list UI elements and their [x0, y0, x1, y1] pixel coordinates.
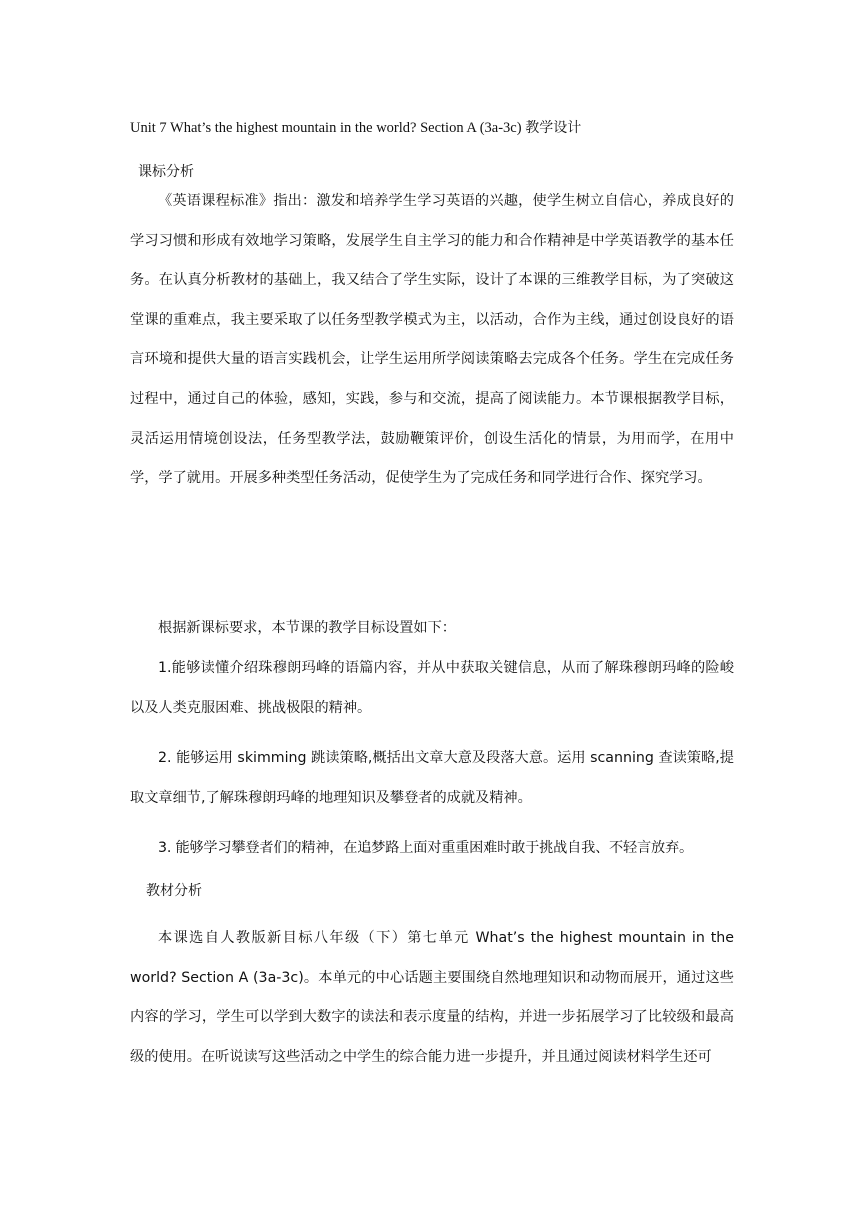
teaching-goal-2: 2. 能够运用 skimming 跳读策略,概括出文章大意及段落大意。运用 scanning 查读策略,提取文章细节,了解珠穆朗玛峰的地理知识及攀登者的成就及精神。: [130, 750, 734, 806]
textbook-analysis-paragraph: 本课选自人教版新目标八年级（下）第七单元 What’s the highest mountain in the world? Section A (3a-3c)。本单元的中心话题主要围绕自然地理知识和动物而展开，通过这些内容的学习，学生可以学到大数字的读法和表示度量的结构，并进一步拓展学习了比较级和最高级的使用。在听说读写这些活动之中学生的综合能力进一步提升，并且通过阅读材料学生还可: [130, 930, 734, 1065]
curriculum-analysis-paragraph: 《英语课程标准》指出：激发和培养学生学习英语的兴趣，使学生树立自信心，养成良好的学习习惯和形成有效地学习策略，发展学生自主学习的能力和合作精神是中学英语教学的基本任务。在认真分析教材的基础上，我又结合了学生实际，设计了本课的三维教学目标，为了突破这堂课的重难点，我主要采取了以任务型教学模式为主，以活动，合作为主线，通过创设良好的语言环境和提供大量的语言实践机会，让学生运用所学阅读策略去完成各个任务。学生在完成任务过程中，通过自己的体验，感知，实践，参与和交流，提高了阅读能力。本节课根据教学目标，灵活运用情境创设法，任务型教学法，鼓励鞭策评价，创设生活化的情景，为用而学，在用中学，学了就用。开展多种类型任务活动，促使学生为了完成任务和同学进行合作、探究学习。: [130, 193, 734, 487]
section-heading-textbook-analysis: 教材分析: [146, 883, 202, 899]
teaching-goal-3: 3. 能够学习攀登者们的精神，在追梦路上面对重重困难时敢于挑战自我、不轻言放弃。: [158, 840, 693, 856]
document-title-english: Unit 7 What’s the highest mountain in the world? Section A (3a-3c): [130, 120, 522, 136]
document-title: [130, 117, 581, 139]
document-title-chinese: 教学设计: [525, 120, 582, 136]
teaching-goal-1: 1.能够读懂介绍珠穆朗玛峰的语篇内容，并从中获取关键信息，从而了解珠穆朗玛峰的险峻以及人类克服困难、挑战极限的精神。: [130, 660, 734, 716]
goals-intro-paragraph: 根据新课标要求，本节课的教学目标设置如下：: [158, 620, 456, 636]
section-heading-curriculum-analysis: 课标分析: [138, 164, 194, 180]
